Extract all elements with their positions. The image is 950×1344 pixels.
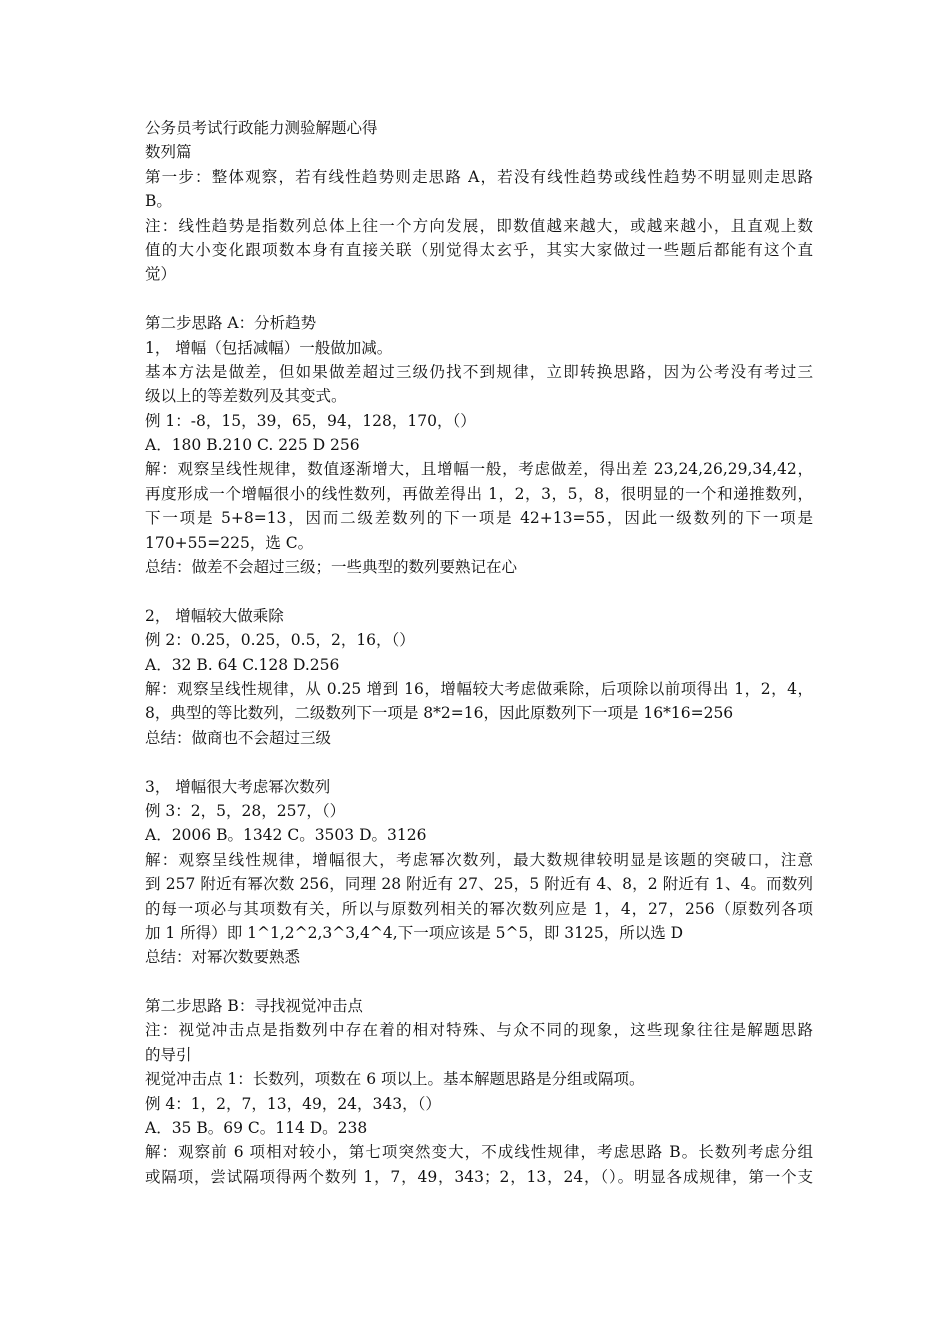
text-line: 3， 增幅很大考虑幂次数列 [145, 777, 331, 796]
text-line: 数列篇 [145, 143, 192, 162]
text-line: 1， 增幅（包括减幅）一般做加减。 [145, 338, 393, 357]
text-line: 例 4：1，2，7，13，49，24，343，（） [145, 1094, 441, 1113]
blank-line [145, 750, 813, 774]
text-line: 再度形成一个增幅很小的线性数列，再做差得出 1，2，3，5，8，很明显的一个和递推数列， [145, 484, 813, 503]
text-line: 例 1：-8，15，39，65，94，128，170，（） [145, 411, 476, 430]
text-line: A．180 B.210 C. 225 D 256 [145, 436, 360, 455]
document-page [145, 116, 813, 1189]
text-line: 总结：对幂次数要熟悉 [145, 948, 301, 967]
text-line: 解：观察呈线性规律，增幅很大，考虑幂次数列，最大数规律较明显是该题的突破口，注意 [145, 850, 813, 869]
text-line: 视觉冲击点 1：长数列，项数在 6 项以上。基本解题思路是分组或隔项。 [145, 1070, 645, 1089]
text-line: 或隔项，尝试隔项得两个数列 1，7，49，343；2，13，24，（）。明显各成规律，第一个支 [145, 1167, 813, 1186]
text-line: 总结：做商也不会超过三级 [145, 728, 332, 747]
text-line: 注：视觉冲击点是指数列中存在着的相对特殊、与众不同的现象，这些现象往往是解题思路 [145, 1021, 813, 1040]
text-line: 解：观察呈线性规律，数值逐渐增大，且增幅一般，考虑做差，得出差 23,24,26,29,34,42， [145, 460, 813, 479]
text-line: B。 [145, 192, 172, 211]
text-line: 值的大小变化跟项数本身有直接关联（别觉得太玄乎，其实大家做过一些题后都能有这个直 [145, 240, 813, 259]
text-line: 第二步思路 A：分析趋势 [145, 314, 317, 333]
text-line: 基本方法是做差，但如果做差超过三级仍找不到规律，立即转换思路，因为公考没有考过三 [145, 362, 813, 381]
text-line: 注：线性趋势是指数列总体上往一个方向发展，即数值越来越大，或越来越小，且直观上数 [145, 216, 813, 235]
text-line: 的每一项必与其项数有关，所以与原数列相关的幂次数列应是 1，4，27，256（原数列各项 [145, 899, 813, 918]
blank-line [145, 287, 813, 311]
text-line: A．32 B. 64 C.128 D.256 [145, 655, 340, 674]
text-line: 第二步思路 B：寻找视觉冲击点 [145, 997, 363, 1016]
text-line: A．2006 B。1342 C。3503 D。3126 [145, 826, 427, 845]
text-line: 8，典型的等比数列，二级数列下一项是 8*2=16，因此原数列下一项是 16*16=256 [145, 704, 734, 723]
text-line: 总结：做差不会超过三级；一些典型的数列要熟记在心 [145, 558, 518, 577]
text-line: 170+55=225，选 C。 [145, 533, 314, 552]
text-line: 公务员考试行政能力测验解题心得 [145, 119, 378, 137]
text-line: 到 257 附近有幂次数 256，同理 28 附近有 27、25，5 附近有 4、8，2 附近有 1、4。而数列 [145, 875, 813, 894]
text-line: 下一项是 5+8=13，因而二级差数列的下一项是 42+13=55，因此一级数列的下一项是 [145, 509, 813, 528]
text-line: 解：观察前 6 项相对较小，第七项突然变大，不成线性规律，考虑思路 B。长数列考虑分组 [145, 1143, 813, 1162]
text-line: 级以上的等差数列及其变式。 [145, 387, 347, 406]
text-line: 的导引 [145, 1045, 192, 1064]
blank-line [145, 970, 813, 994]
text-line: 加 1 所得）即 1^1,2^2,3^3,4^4,下一项应该是 5^5，即 3125，所以选 D [145, 923, 684, 942]
text-line: 2， 增幅较大做乘除 [145, 606, 284, 625]
text-line: 例 2：0.25，0.25，0.5，2，16，（） [145, 631, 415, 650]
blank-line [145, 579, 813, 603]
text-line: A．35 B。69 C。114 D。238 [145, 1119, 368, 1138]
text-line: 觉） [145, 265, 177, 284]
text-line: 例 3：2，5，28，257，（） [145, 801, 346, 820]
text-line: 第一步：整体观察，若有线性趋势则走思路 A，若没有线性趋势或线性趋势不明显则走思路 [145, 167, 813, 186]
text-line: 解：观察呈线性规律，从 0.25 增到 16，增幅较大考虑做乘除，后项除以前项得出 1，2，4， [145, 679, 813, 698]
